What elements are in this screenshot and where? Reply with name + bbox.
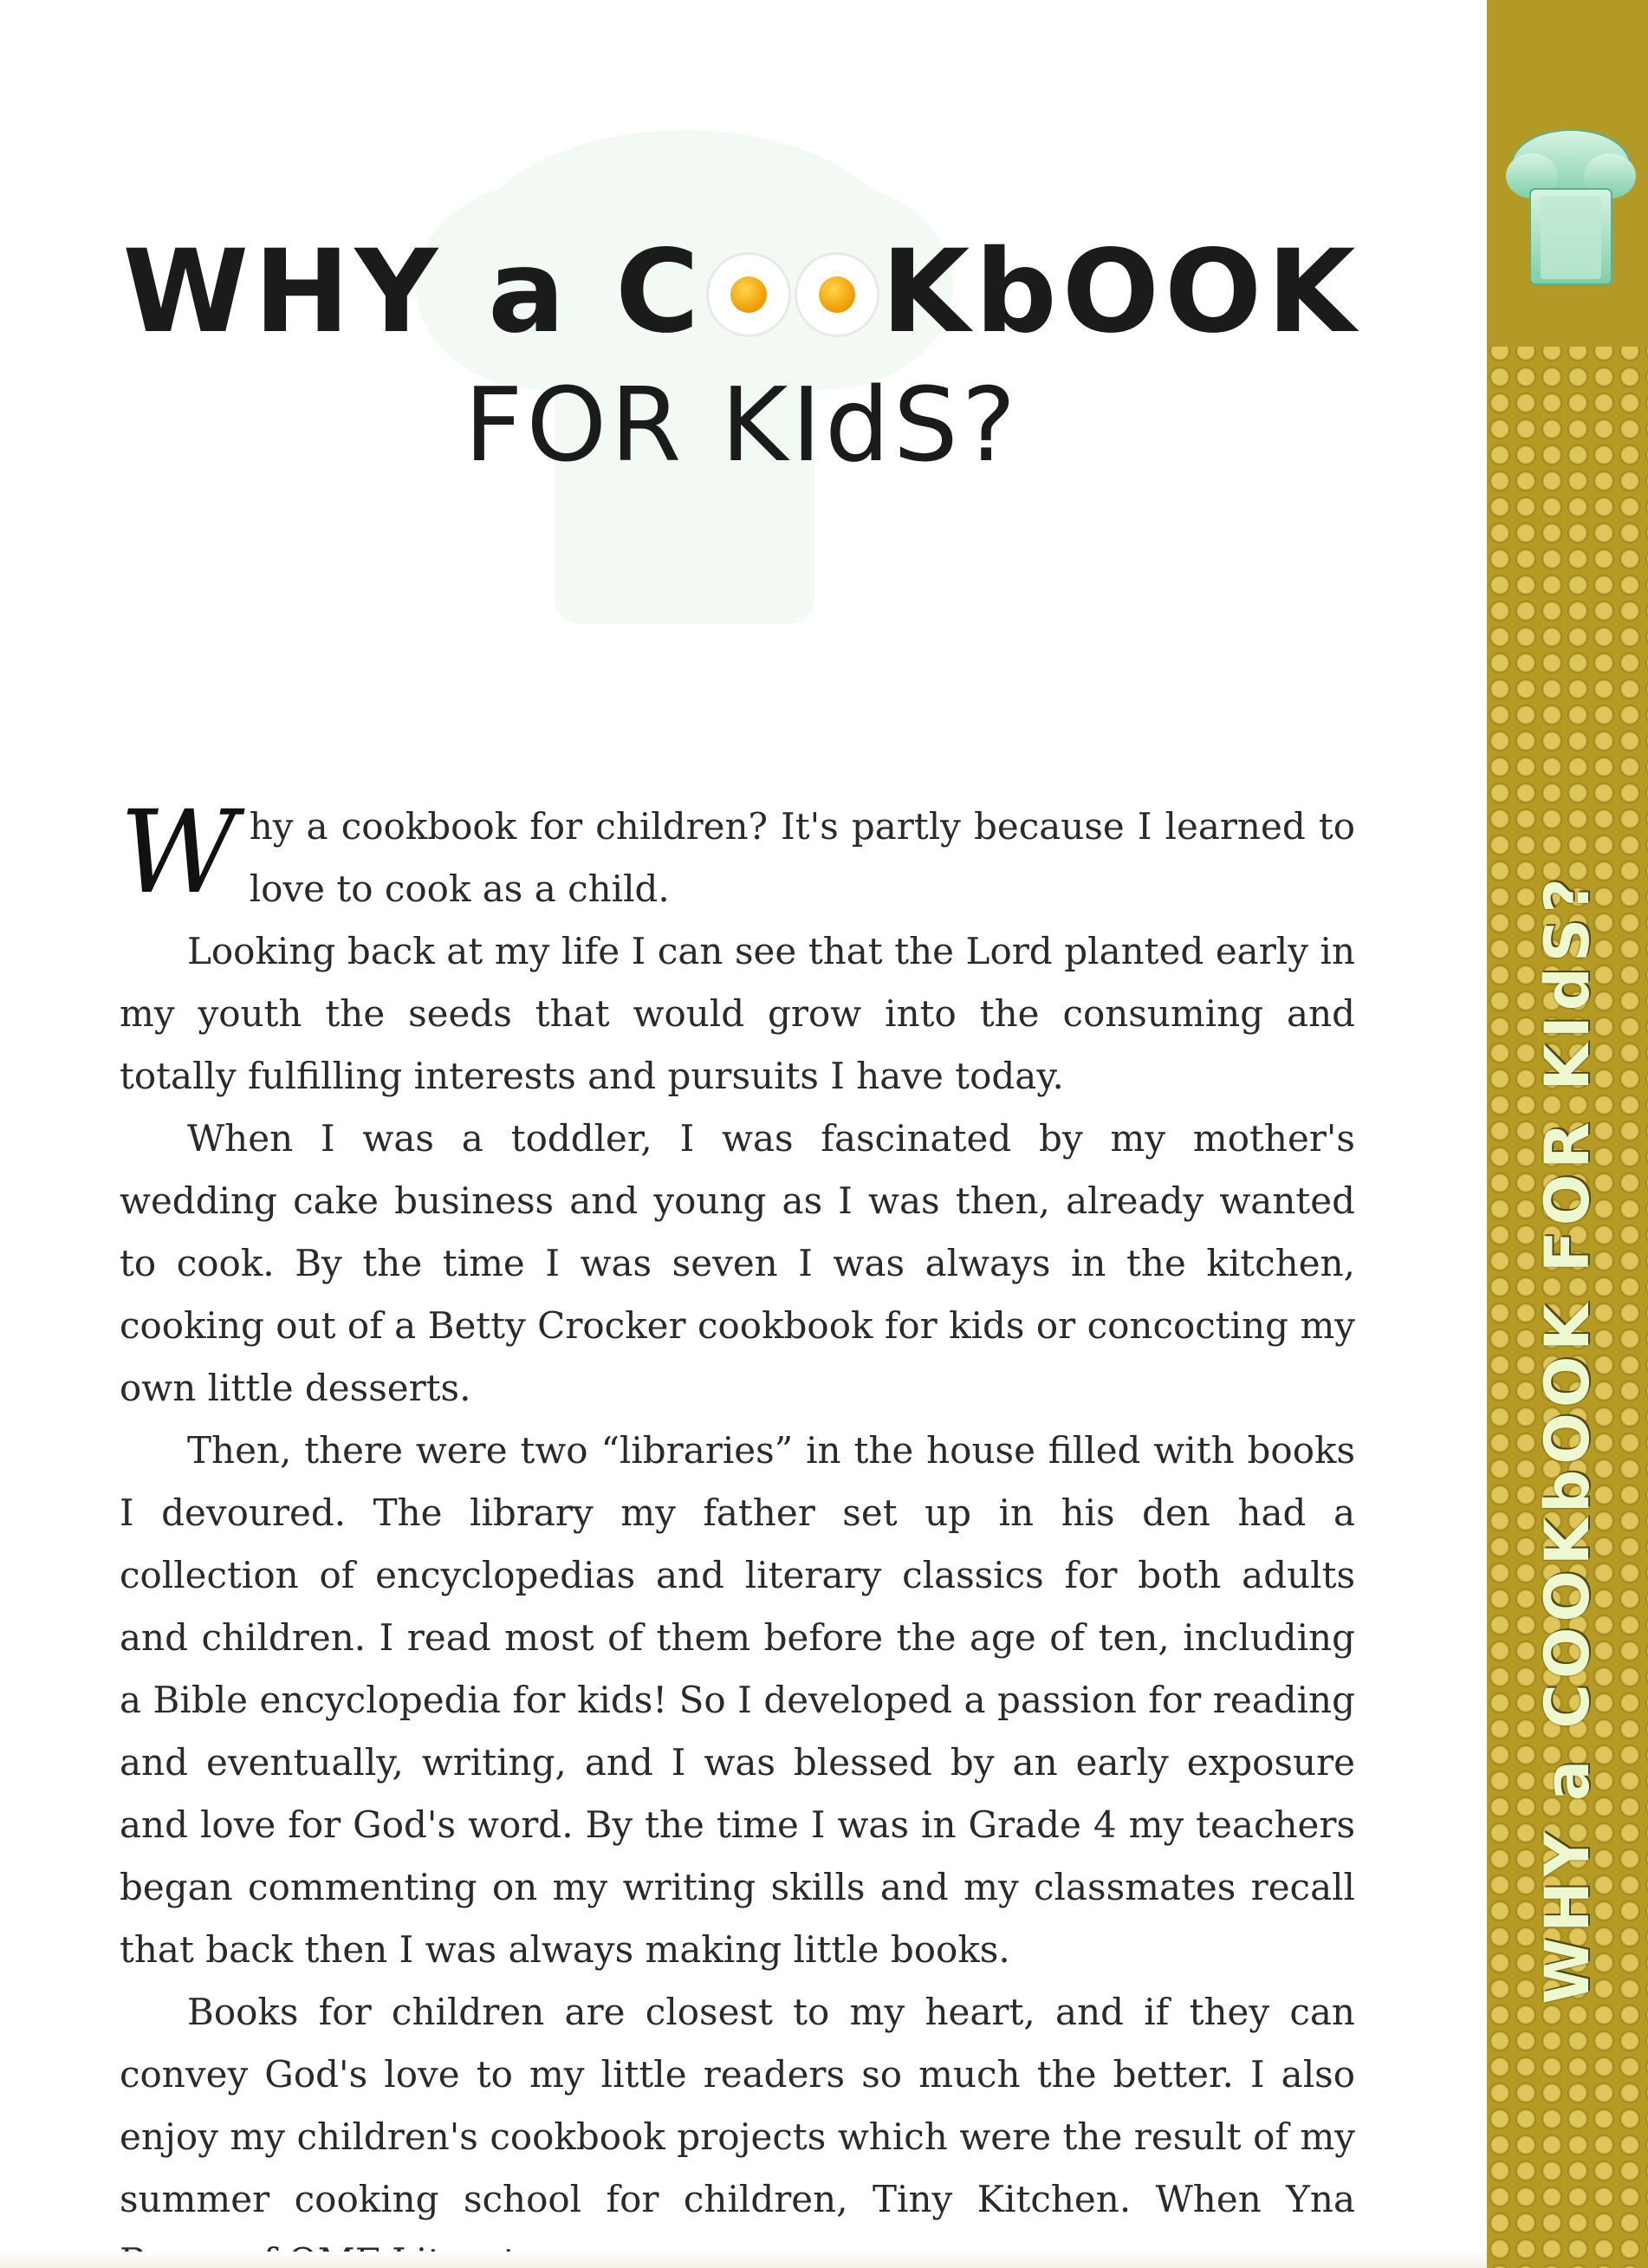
title-part-2: KbOOK xyxy=(881,225,1361,359)
title-part-3: FOR KIdS? xyxy=(464,365,1020,484)
sidebar-vertical-title: WHY a COOKbOOK FOR KIdS? xyxy=(1532,873,1603,2005)
egg-yolk-icon xyxy=(795,252,879,337)
paragraph-text: hy a cookbook for children? It's partly because I learned to love to cook as a child. xyxy=(249,805,1355,910)
paragraph xyxy=(120,786,1355,920)
page-bottom-edge xyxy=(0,2252,1487,2268)
paragraph: When I was a toddler, I was fascinated by my mother's wedding cake business and young as I was then, already wanted to cook. By the time I was seven I was always in the kitchen, cooking out of a Betty Crocker cookbook for kids or concocting my own little desserts. xyxy=(120,1117,1355,1409)
chef-hat-icon xyxy=(1506,128,1636,293)
paragraph: Then, there were two “libraries” in the house filled with books I devoured. The library my father set up in his den had a collection of encyclopedias and literary classics for both adults and children. I read most of them before the age of ten, including a Bible encyclopedia for kids! So I developed a passion for reading and eventually, writing, and I was blessed by an early exposure and love for God's word. By the time I was in Grade 4 my teachers began commenting on my writing skills and my classmates recall that back then I was always making little books. xyxy=(120,1429,1355,1971)
drop-cap: W xyxy=(120,786,237,920)
egg-yolk-icon xyxy=(706,252,791,337)
paragraph: Looking back at my life I can see that the Lord planted early in my youth the seeds that would grow into the consuming and totally fulfilling interests and pursuits I have today. xyxy=(120,930,1355,1097)
title-part-1: WHY a C xyxy=(122,225,704,359)
paragraph: Books for children are closest to my heart, and if they can convey God's love to my little readers so much the better. I also enjoy my children's cookbook projects which were the result of my summer cooking school for children, Tiny Kitchen. When Yna xyxy=(120,1991,1355,2220)
body-text xyxy=(120,786,1355,2268)
page-title-line-2 xyxy=(0,364,1483,485)
page-title-line-1 xyxy=(0,227,1483,357)
